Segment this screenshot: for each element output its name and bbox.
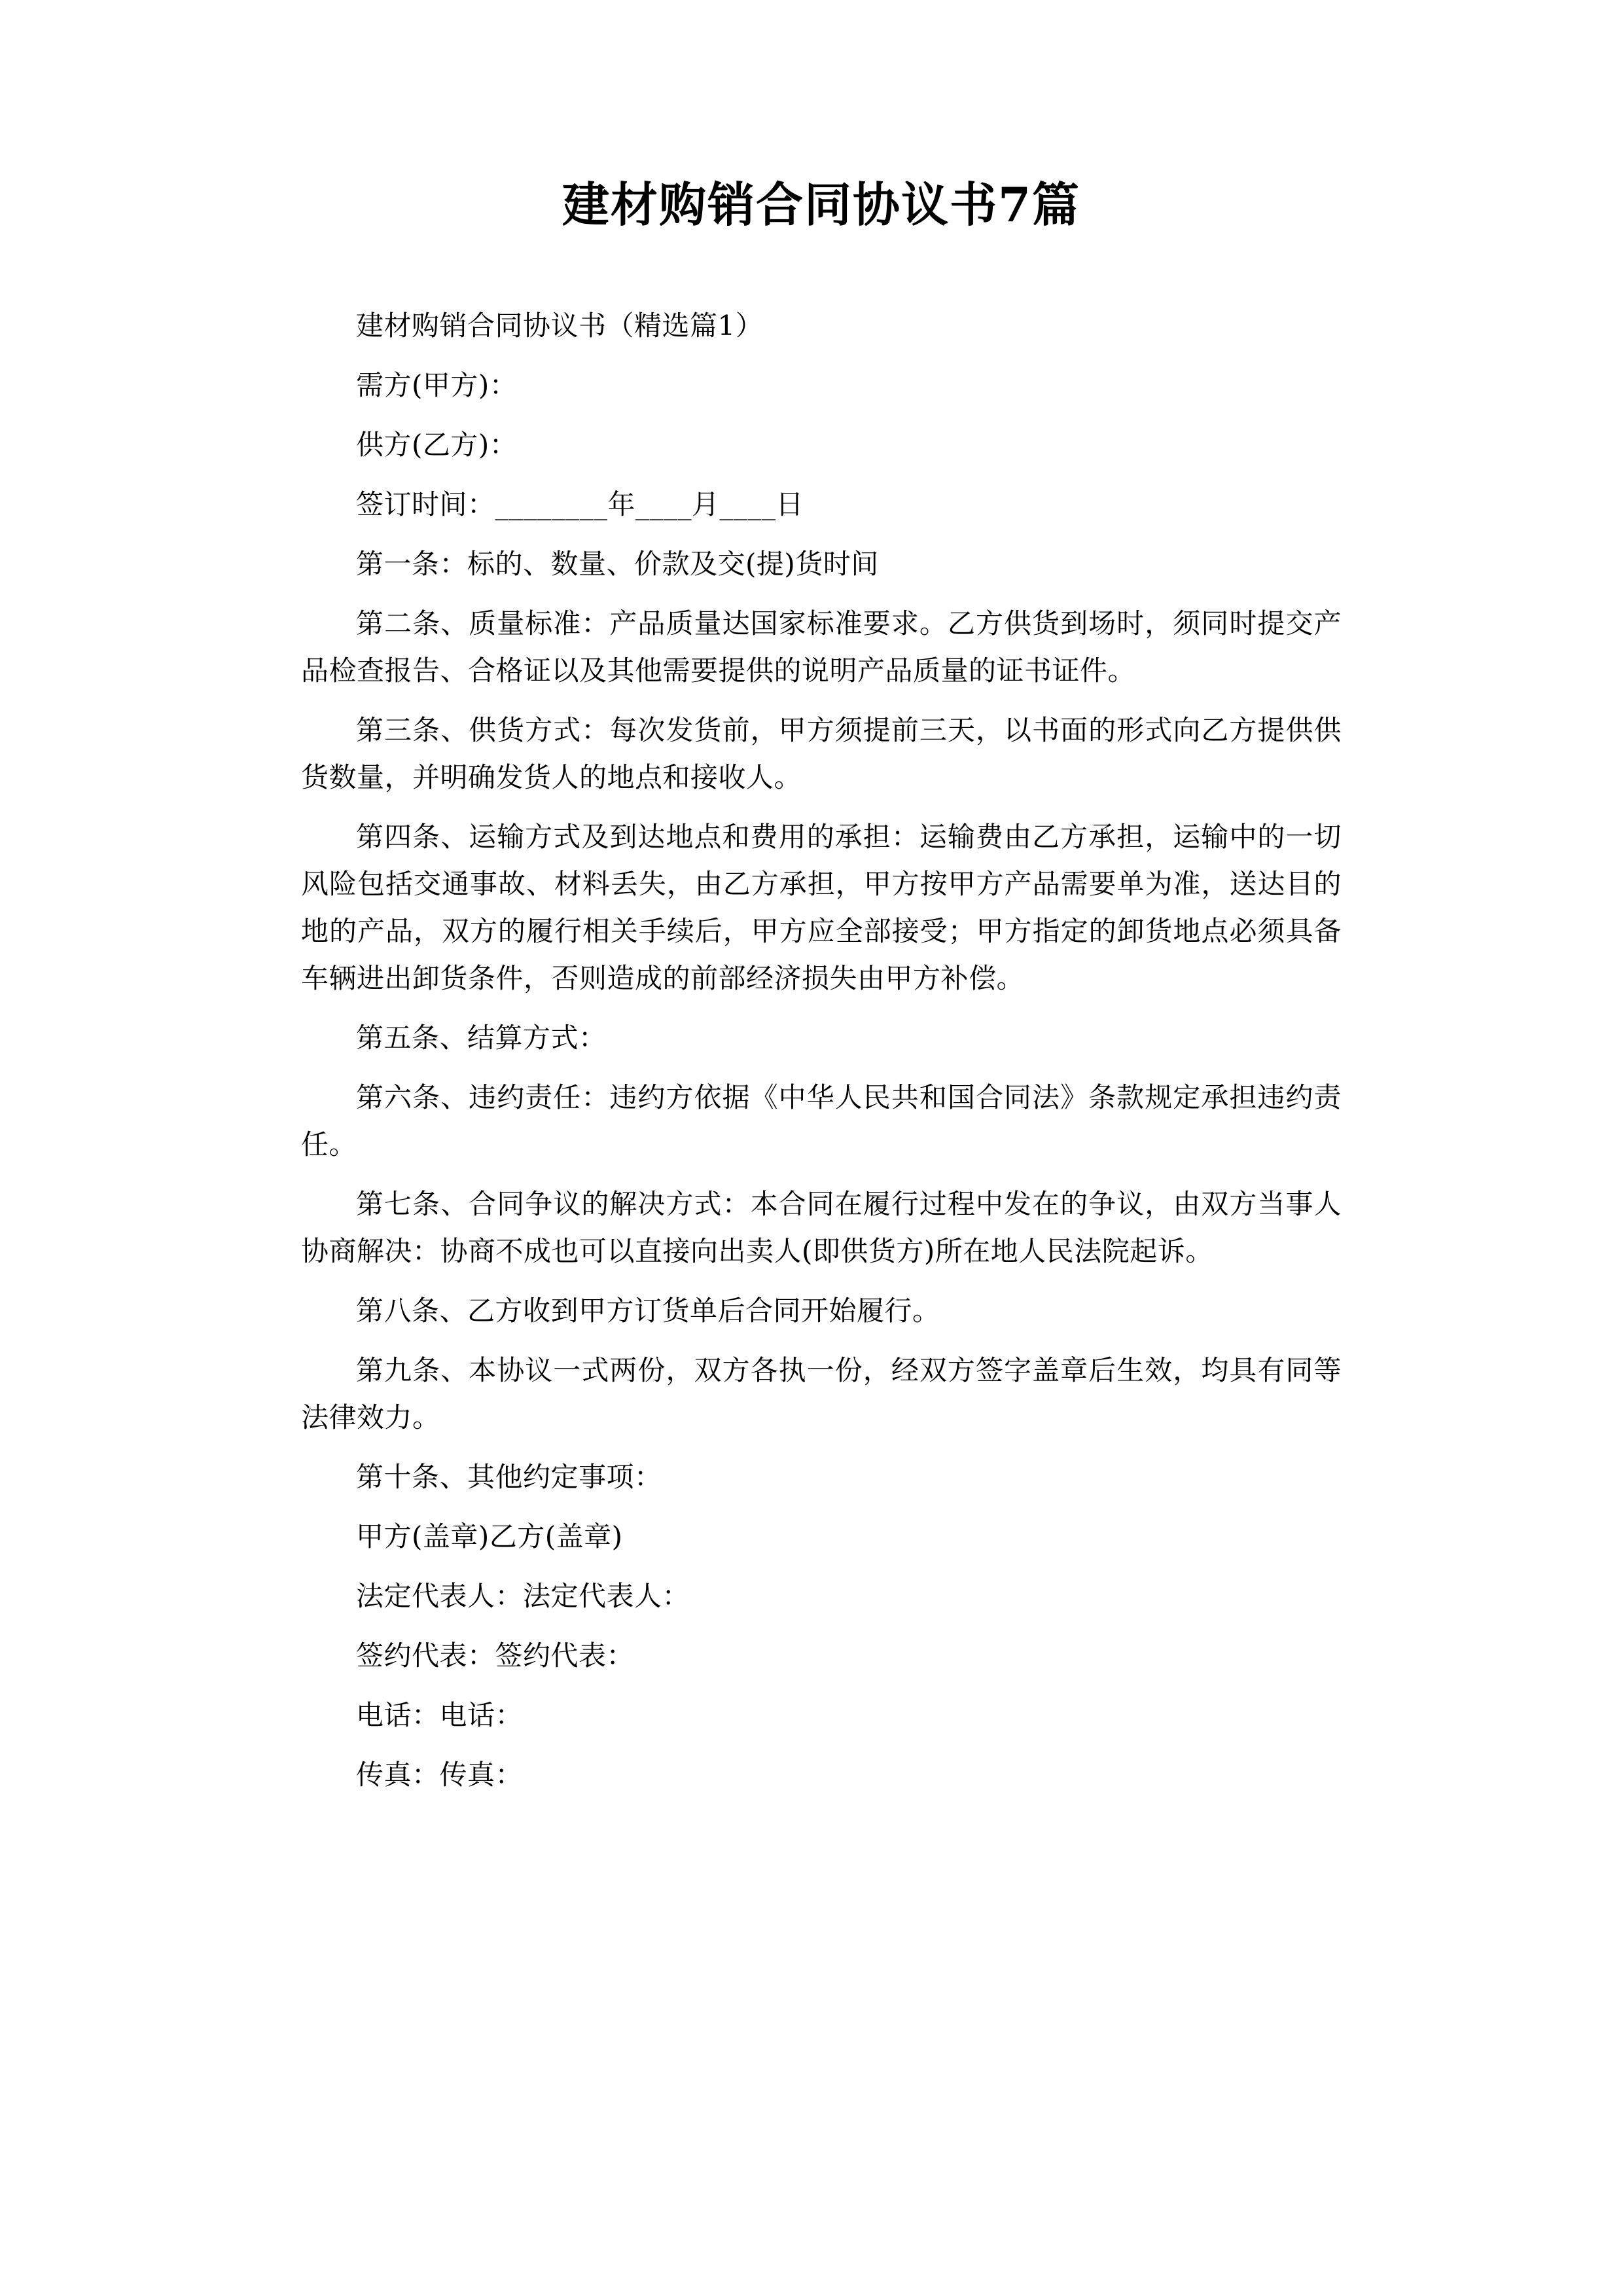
paragraph-article-5: 第五条、结算方式： bbox=[356, 1022, 607, 1054]
paragraph-article-2: 第二条、质量标准：产品质量达国家标准要求。乙方供货到场时，须同时提交产品检查报告、合格证以及其他需要提供的说明产品质量的证书证件。 bbox=[301, 607, 1342, 687]
paragraph-signing-date: 签订时间：________年____月____日 bbox=[356, 488, 804, 520]
paragraph-article-3: 第三条、供货方式：每次发货前，甲方须提前三天，以书面的形式向乙方提供供货数量，并明确发货人的地点和接收人。 bbox=[301, 714, 1342, 793]
paragraph-article-7: 第七条、合同争议的解决方式：本合同在履行过程中发在的争议，由双方当事人协商解决：协商不成也可以直接向出卖人(即供货方)所在地人民法院起诉。 bbox=[301, 1188, 1342, 1267]
paragraph-seal-line: 甲方(盖章)乙方(盖章) bbox=[356, 1520, 623, 1552]
paragraph-article-4: 第四条、运输方式及到达地点和费用的承担：运输费由乙方承担，运输中的一切风险包括交通事故、材料丢失，由乙方承担，甲方按甲方产品需要单为准，送达目的地的产品，双方的履行相关手续后，甲方应全部接受；甲方指定的卸货地点必须具备车辆进出卸货条件，否则造成的前部经济损失由甲方补偿。 bbox=[301, 821, 1342, 994]
paragraph-supplier-label: 供方(乙方)： bbox=[356, 429, 518, 461]
paragraph-signing-representative-line: 签约代表：签约代表： bbox=[356, 1640, 635, 1672]
paragraph-article-1: 第一条：标的、数量、价款及交(提)货时间 bbox=[356, 548, 879, 580]
paragraph-article-6: 第六条、违约责任：违约方依据《中华人民共和国合同法》条款规定承担违约责任。 bbox=[301, 1081, 1342, 1160]
paragraph-subtitle: 建材购销合同协议书（精选篇1） bbox=[356, 310, 764, 342]
document-content bbox=[301, 0, 1342, 1799]
paragraph-article-10: 第十条、其他约定事项： bbox=[356, 1461, 662, 1493]
paragraph-article-8: 第八条、乙方收到甲方订货单后合同开始履行。 bbox=[356, 1295, 940, 1327]
page-title: 建材购销合同协议书7篇 bbox=[562, 177, 1081, 232]
paragraph-fax-line: 传真：传真： bbox=[356, 1759, 524, 1791]
paragraph-telephone-line: 电话：电话： bbox=[356, 1699, 524, 1731]
paragraph-legal-representative-line: 法定代表人：法定代表人： bbox=[356, 1580, 690, 1612]
paragraph-article-9: 第九条、本协议一式两份，双方各执一份，经双方签字盖章后生效，均具有同等法律效力。 bbox=[301, 1354, 1342, 1433]
paragraph-buyer-label: 需方(甲方)： bbox=[356, 369, 518, 401]
document-body bbox=[301, 302, 1342, 1799]
